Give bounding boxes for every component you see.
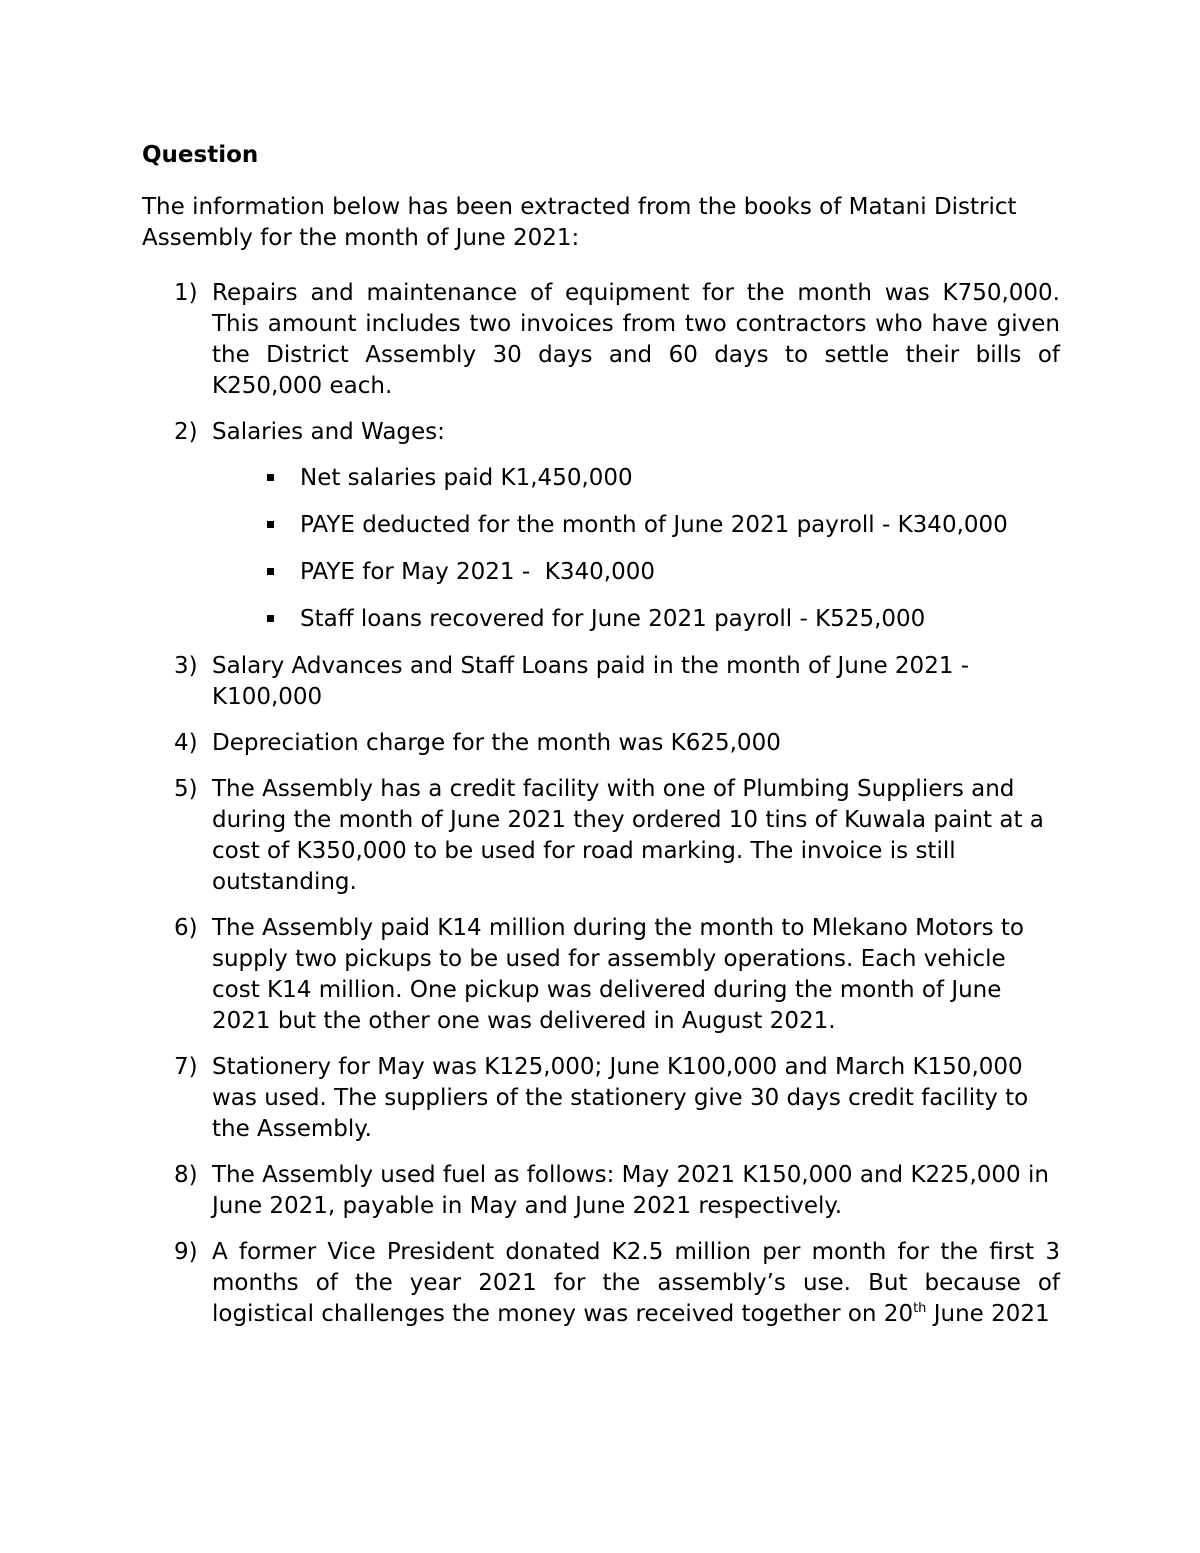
- intro-paragraph: The information below has been extracted from the books of Matani District Assembly for the month of June 2021:: [142, 194, 1017, 251]
- item-text-before: A former Vice President donated K2.5 million per month for the first 3 months of the year 2021 for the assembly’s use. But because of logistical challenges the money was received together on 20: [212, 1239, 1060, 1327]
- item-text-after: June 2021: [926, 1301, 1050, 1327]
- list-item-8: [142, 1160, 1060, 1222]
- list-item-4: [142, 728, 1060, 759]
- bullet-item: [212, 557, 1060, 588]
- list-item-3: [142, 651, 1060, 713]
- salaries-bullet-list: [212, 463, 1060, 635]
- item-text: Depreciation charge for the month was K625,000: [212, 730, 781, 756]
- list-item-2: [142, 417, 1060, 635]
- item-text: Salary Advances and Staff Loans paid in the month of June 2021 - K100,000: [212, 653, 970, 710]
- item-number: 8): [174, 1162, 198, 1188]
- bullet-text: Staff loans recovered for June 2021 payroll - K525,000: [300, 606, 926, 632]
- item-text: The Assembly has a credit facility with one of Plumbing Suppliers and during the month of June 2021 they ordered 10 tins of Kuwala paint at a cost of K350,000 to be used for road marking. The invoice is still outstanding.: [212, 776, 1044, 895]
- bullet-item: [212, 510, 1060, 541]
- list-item-6: [142, 913, 1060, 1037]
- item-text: Salaries and Wages:: [212, 419, 445, 445]
- item-number: 4): [174, 730, 198, 756]
- item-text: Stationery for May was K125,000; June K100,000 and March K150,000 was used. The suppliers of the stationery give 30 days credit facility to the Assembly.: [212, 1054, 1029, 1142]
- item-number: 9): [174, 1239, 198, 1265]
- list-item-9: [142, 1237, 1060, 1330]
- list-item-1: [142, 278, 1060, 402]
- item-number: 7): [174, 1054, 198, 1080]
- question-items-list: [142, 278, 1060, 1330]
- ordinal-superscript: th: [913, 1301, 927, 1316]
- question-heading: Question: [142, 142, 259, 168]
- item-number: 2): [174, 419, 198, 445]
- bullet-text: Net salaries paid K1,450,000: [300, 465, 633, 491]
- bullet-text: PAYE deducted for the month of June 2021 payroll - K340,000: [300, 512, 1008, 538]
- square-bullet-icon: [267, 474, 274, 481]
- item-number: 6): [174, 915, 198, 941]
- list-item-7: [142, 1052, 1060, 1145]
- square-bullet-icon: [267, 615, 274, 622]
- bullet-item: [212, 604, 1060, 635]
- item-text: [212, 1237, 1060, 1330]
- bullet-text: PAYE for May 2021 - K340,000: [300, 559, 655, 585]
- item-number: 1): [174, 280, 198, 306]
- list-item-5: [142, 774, 1060, 898]
- item-number: 5): [174, 776, 198, 802]
- item-text: The Assembly paid K14 million during the month to Mlekano Motors to supply two pickups to be used for assembly operations. Each vehicle cost K14 million. One pickup was delivered during the month of June 2021 but the other one was delivered in August 2021.: [212, 915, 1024, 1034]
- item-text: Repairs and maintenance of equipment for the month was K750,000. This amount includes two invoices from two contractors who have given the District Assembly 30 days and 60 days to settle their bills of K250,000 each.: [212, 280, 1060, 399]
- square-bullet-icon: [267, 521, 274, 528]
- bullet-item: [212, 463, 1060, 494]
- item-text: The Assembly used fuel as follows: May 2021 K150,000 and K225,000 in June 2021, payable in May and June 2021 respectively.: [212, 1162, 1049, 1219]
- item-number: 3): [174, 653, 198, 679]
- document-page: [142, 140, 1060, 1345]
- square-bullet-icon: [267, 568, 274, 575]
